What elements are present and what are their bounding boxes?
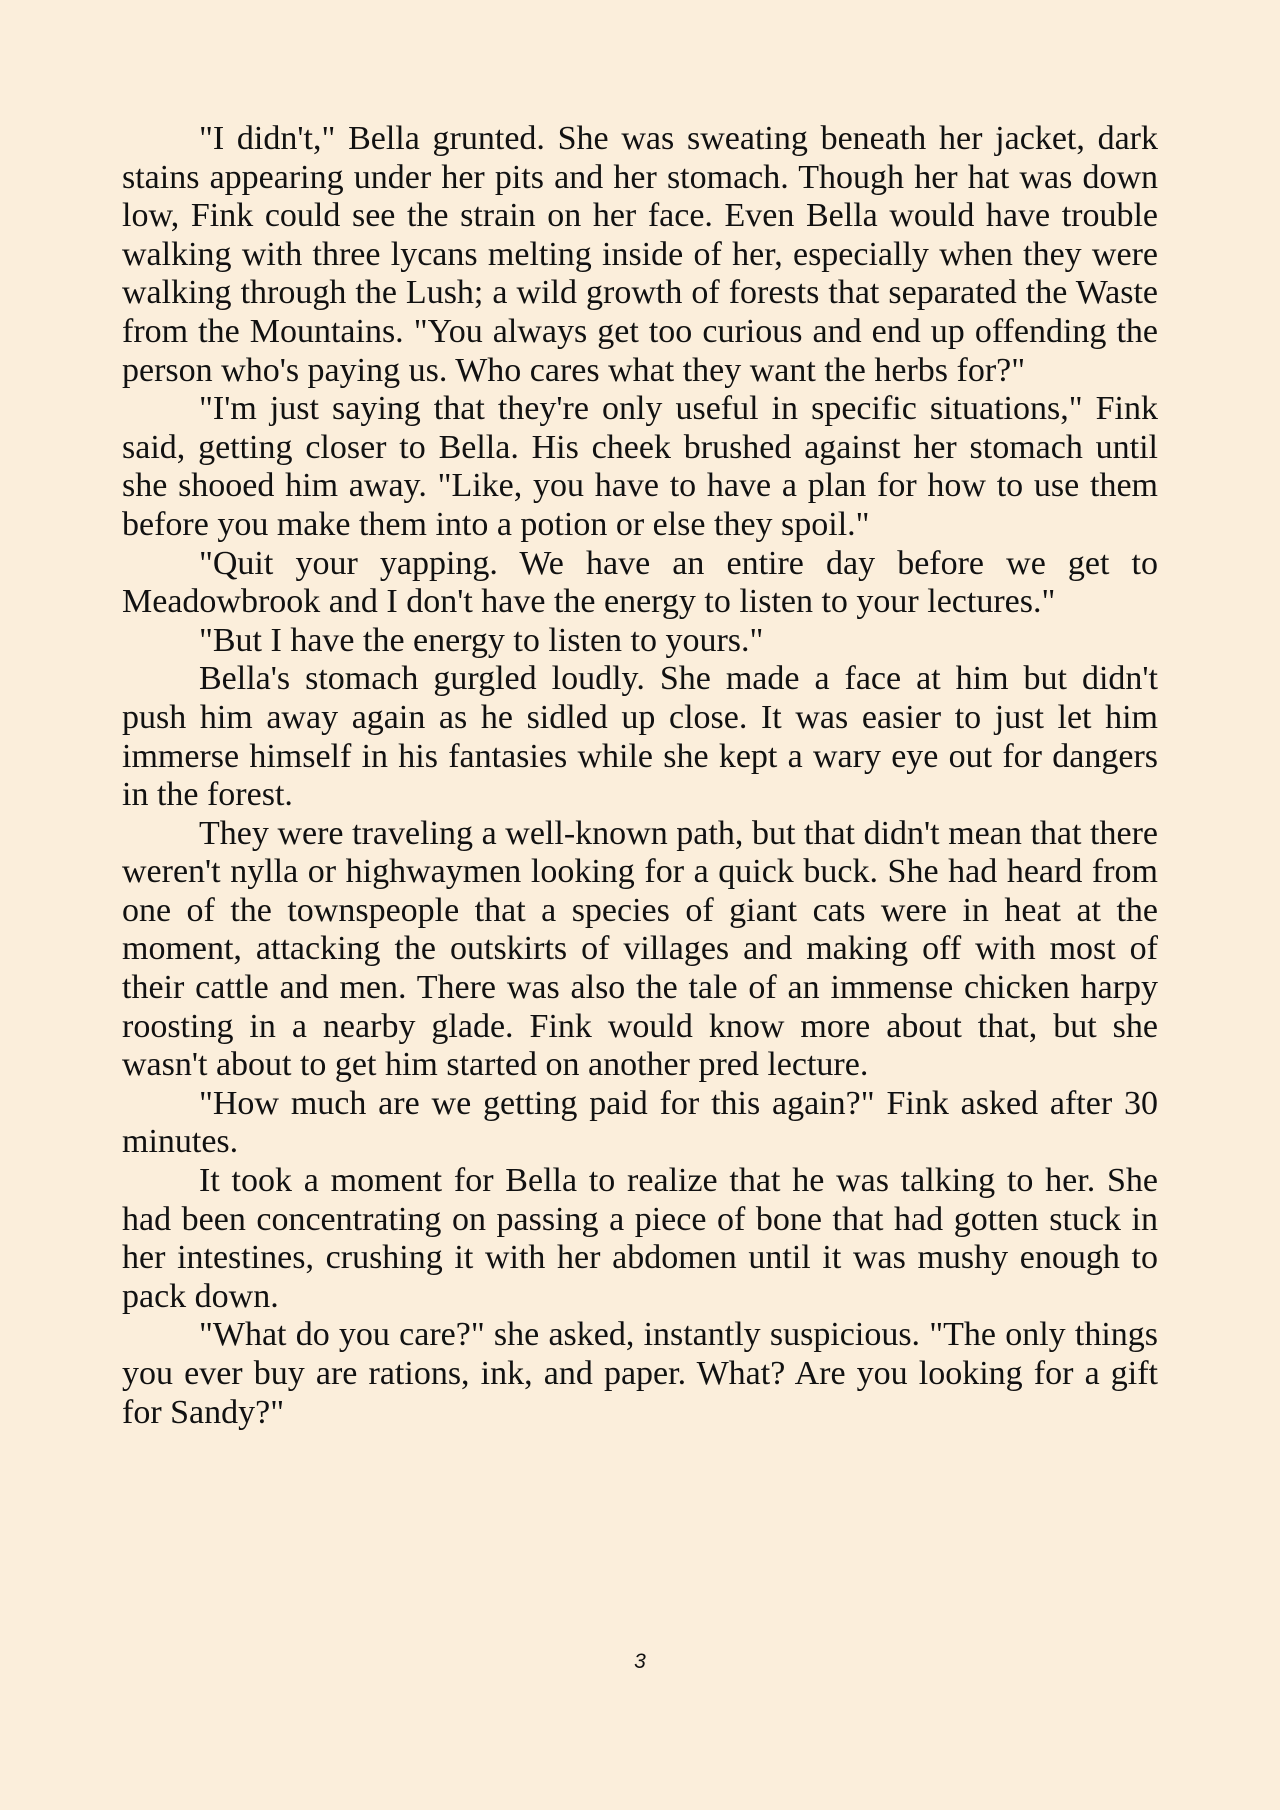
page-number: 3 [634,1650,646,1673]
paragraph: It took a moment for Bella to realize that he was talking to her. She had been concentrating on passing a piece of bone that had gotten stuck in her intestines, crushing it with her abdomen until it was mushy enough to pack down. [122,1162,1158,1315]
paragraph: Bella's stomach gurgled loudly. She made a face at him but didn't push him away again as he sidled up close. It was easier to just let him immerse himself in his fantasies while she kept a wary eye out for dangers in the forest. [122,660,1158,814]
paragraph: "What do you care?" she asked, instantly suspicious. "The only things you ever buy are rations, ink, and paper. What? Are you looking for a gift for Sandy?" [122,1316,1158,1431]
paragraph: "I didn't," Bella grunted. She was sweating beneath her jacket, dark stains appearing under her pits and her stomach. Though her hat was down low, Fink could see the strain on her face. Even Bella would have trouble walking with three lycans melting inside of her, especially when they were walking through the Lush; a wild growth of forests that separated the Waste from the Mountains. "You always get too curious and end up offending the person who's paying us. Who cares what they want the herbs for?" [122,120,1158,389]
paragraph: They were traveling a well-known path, but that didn't mean that there weren't nylla or highwaymen looking for a quick buck. She had heard from one of the townspeople that a species of giant cats were in heat at the moment, attacking the outskirts of villages and making off with most of their cattle and men. There was also the tale of an immense chicken harpy roosting in a nearby glade. Fink would know more about that, but she wasn't about to get him started on another pred lecture. [122,814,1158,1084]
paragraph: "But I have the energy to listen to yours." [199,621,764,659]
paragraph: "How much are we getting paid for this again?" Fink asked after 30 minutes. [122,1084,1158,1161]
paragraph: "Quit your yapping. We have an entire day before we get to Meadowbrook and I don't have the energy to listen to your lectures." [122,544,1158,621]
body-text [122,120,1158,1432]
paragraph: "I'm just saying that they're only useful in specific situations," Fink said, getting closer to Bella. His cheek brushed against her stomach until she shooed him away. "Like, you have to have a plan for how to use them before you make them into a potion or else they spoil." [122,390,1158,543]
